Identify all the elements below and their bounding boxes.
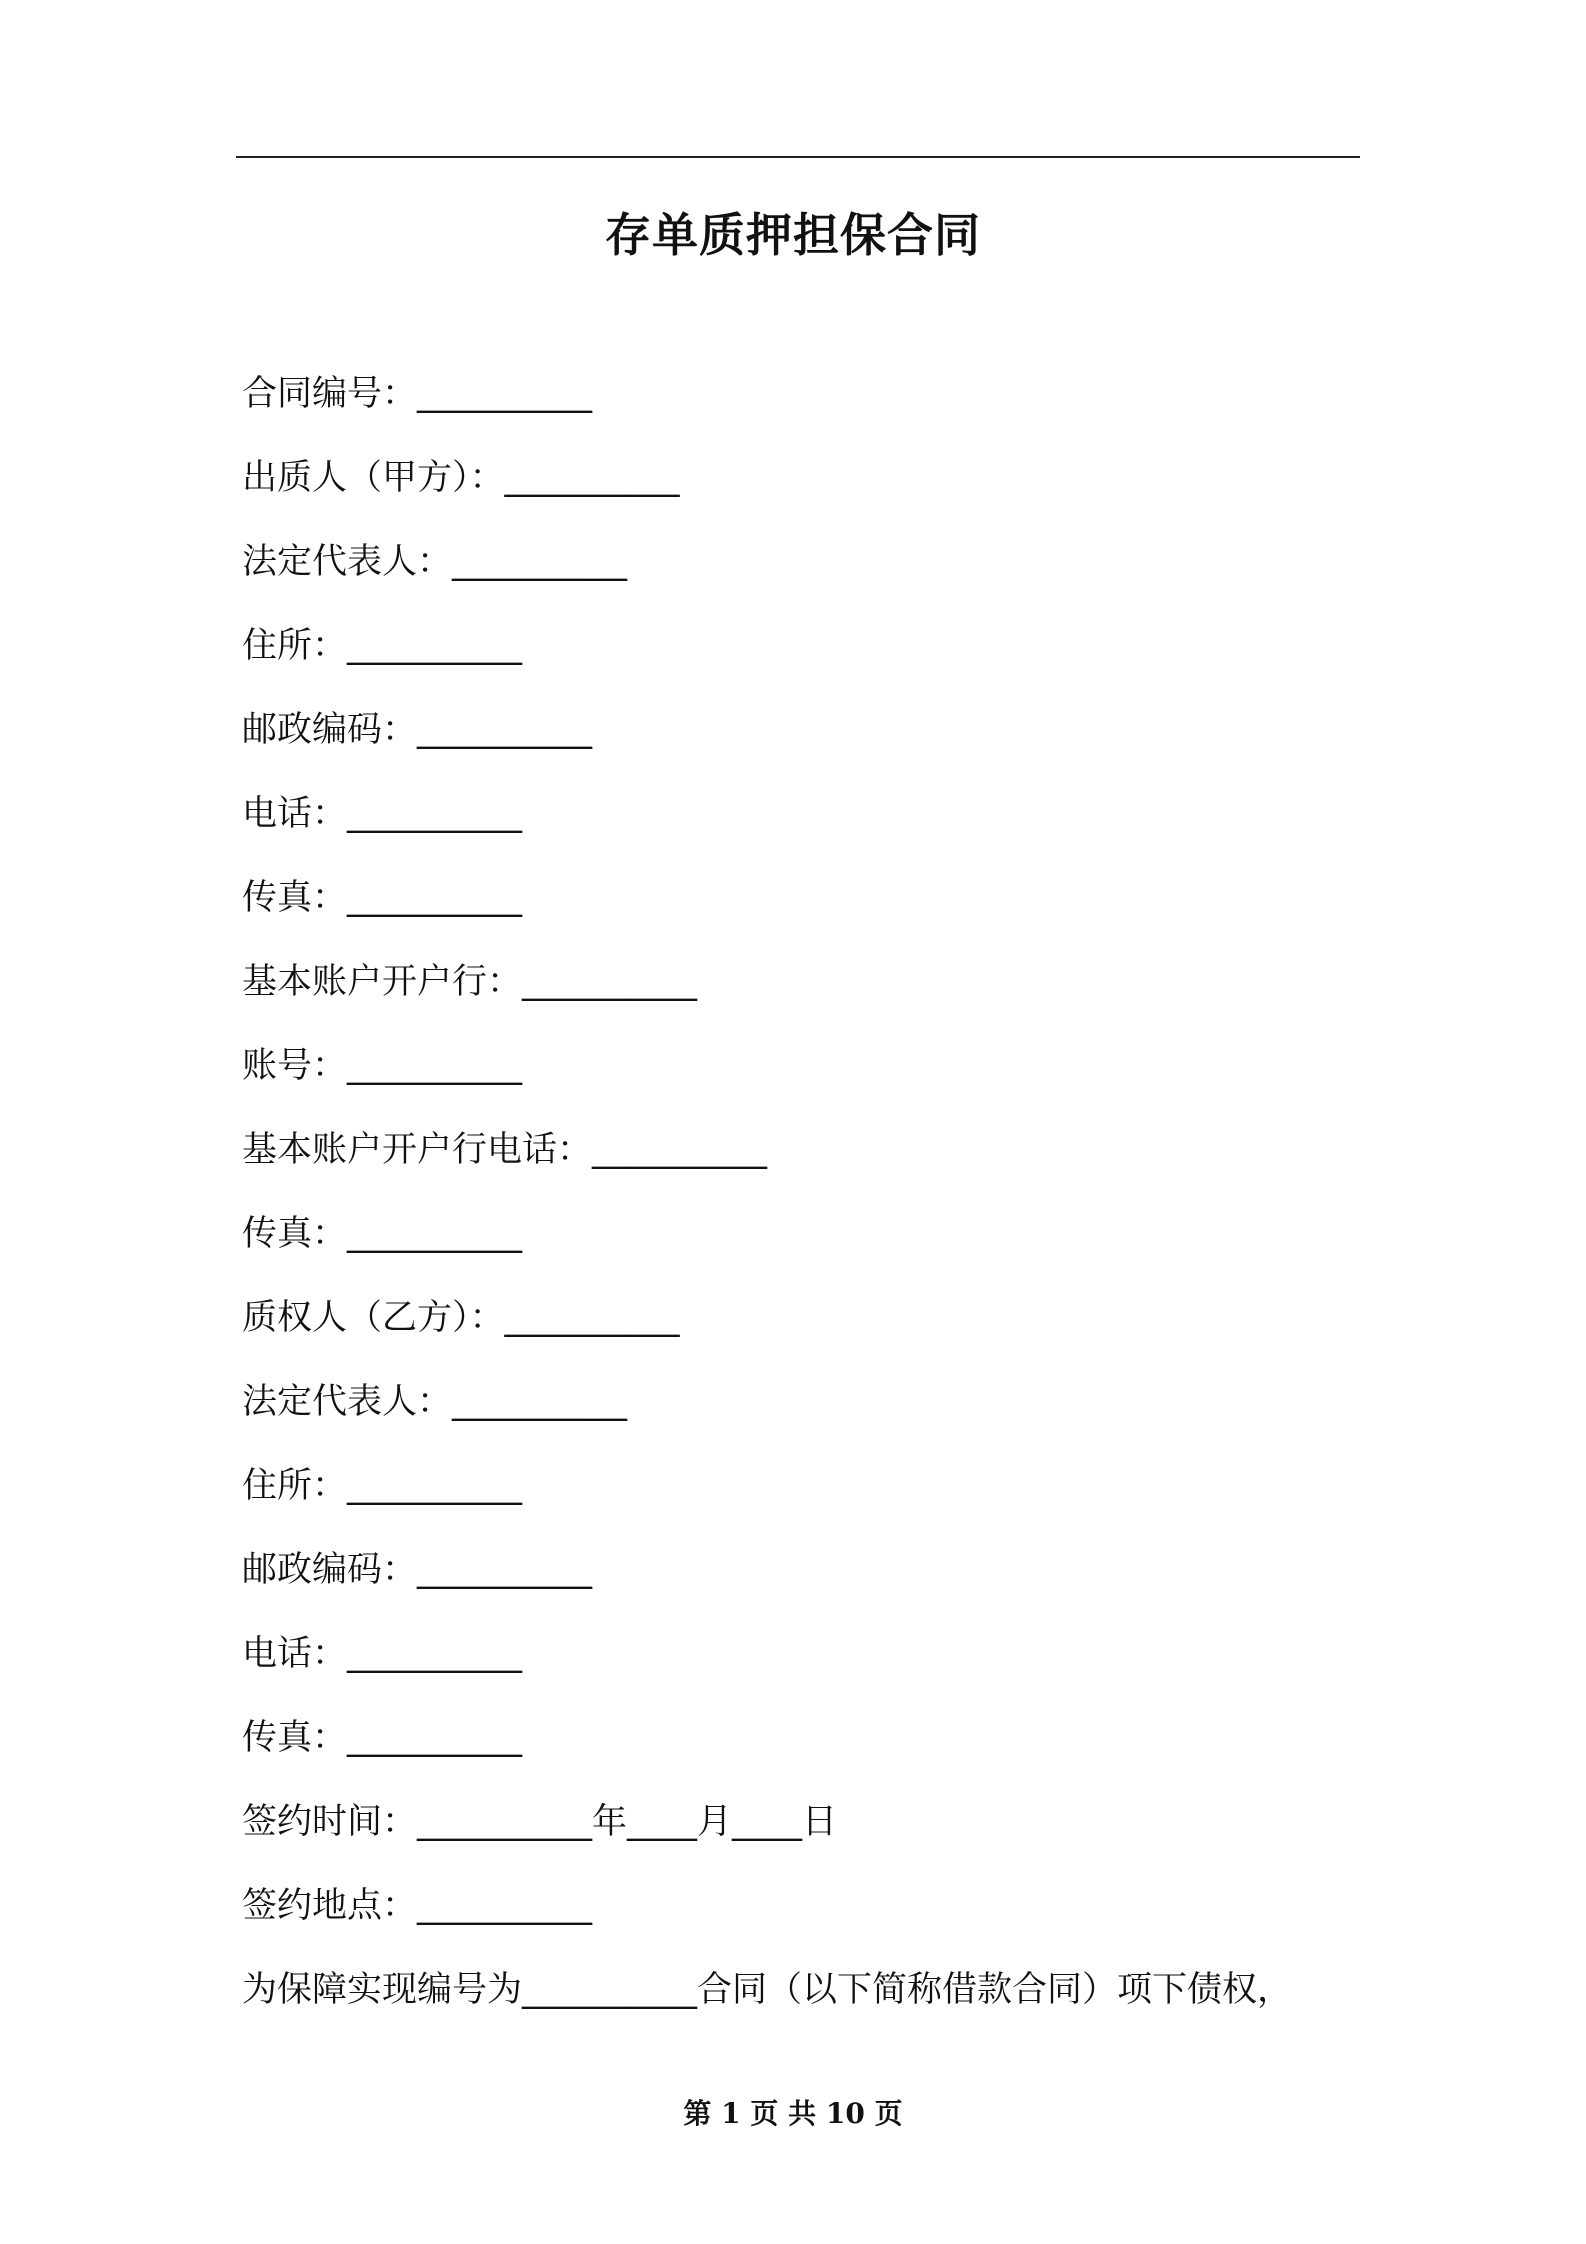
- field-pledgee-postcode: 邮政编码：__________: [242, 1550, 593, 1590]
- body-paragraph: 为保障实现编号为__________合同（以下简称借款合同）项下债权，: [242, 1970, 1293, 2010]
- page-footer: 第 1 页 共 10 页: [683, 2097, 903, 2130]
- field-pledgor-address: 住所：__________: [242, 626, 523, 666]
- field-pledgee: 质权人（乙方）：__________: [242, 1298, 680, 1338]
- field-signing-place: 签约地点：__________: [242, 1886, 593, 1926]
- field-pledgee-phone: 电话：__________: [242, 1634, 523, 1674]
- document-title: 存单质押担保合同: [605, 208, 981, 262]
- field-pledgee-address: 住所：__________: [242, 1466, 523, 1506]
- contract-fields: [242, 362, 1372, 1958]
- field-pledgor-postcode: 邮政编码：__________: [242, 710, 593, 750]
- field-pledgor: 出质人（甲方）：__________: [242, 458, 680, 498]
- field-pledgee-fax: 传真：__________: [242, 1718, 523, 1758]
- field-contract-number: 合同编号：__________: [242, 374, 593, 414]
- field-pledgor-legal-rep: 法定代表人：__________: [242, 542, 628, 582]
- field-pledgor-bank-phone: 基本账户开户行电话：__________: [242, 1130, 768, 1170]
- header-rule: [236, 156, 1360, 158]
- field-signing-date: 签约时间：__________年____月____日: [242, 1802, 838, 1842]
- field-pledgor-account: 账号：__________: [242, 1046, 523, 1086]
- field-pledgor-fax: 传真：__________: [242, 878, 523, 918]
- field-pledgee-legal-rep: 法定代表人：__________: [242, 1382, 628, 1422]
- field-pledgor-phone: 电话：__________: [242, 794, 523, 834]
- field-pledgor-bank-fax: 传真：__________: [242, 1214, 523, 1254]
- field-pledgor-bank: 基本账户开户行：__________: [242, 962, 698, 1002]
